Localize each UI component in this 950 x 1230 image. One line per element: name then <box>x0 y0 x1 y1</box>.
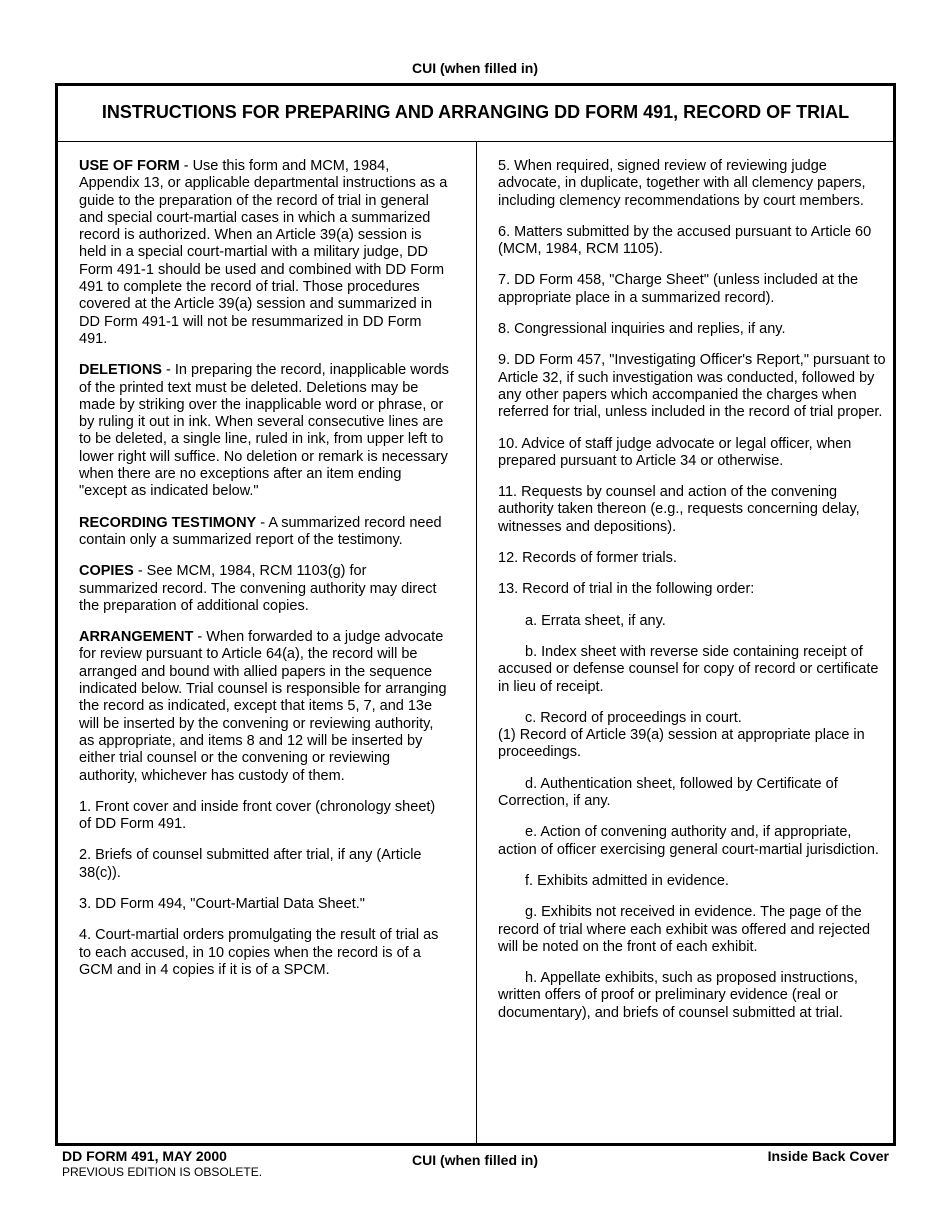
list-item: 9. DD Form 457, "Investigating Officer's Report," pursuant to Article 32, if such investigation was conducted, followed by any other papers which accompanied the charges when referred for trial, unless included in the record of trial proper. <box>498 352 886 421</box>
list-item: 11. Requests by counsel and action of the convening authority taken thereon (e.g., requests concerning delay, witnesses and depositions). <box>498 484 860 535</box>
list-item: 8. Congressional inquiries and replies, if any. <box>498 321 786 338</box>
deletions-text: - In preparing the record, inapplicable words of the printed text must be deleted. Deletions may be made by striking over the inapplicable word or phrase, or by ruling it out in ink. When several consecutive lines are to be deleted, a single line, ruled in ink, from upper left to lower right will suffice. No deletion or remark is necessary when there are no exceptions after an item ending "except as indicated below." <box>79 362 449 500</box>
recording-text: - A summarized record need contain only a summarized report of the testimony. <box>79 514 442 548</box>
list-item: 5. When required, signed review of reviewing judge advocate, in duplicate, together with all clemency papers, including clemency recommendations by court members. <box>498 158 866 209</box>
sub-item-a: a. Errata sheet, if any. <box>525 612 666 629</box>
sub-item-b: b. Index sheet with reverse side containing receipt of accused or defense counsel for copy of record or certificate in lieu of receipt. <box>498 643 879 695</box>
list-item: 12. Records of former trials. <box>498 550 677 567</box>
column-divider <box>476 141 477 1143</box>
sub-item-f: f. Exhibits admitted in evidence. <box>525 872 729 889</box>
list-item: 6. Matters submitted by the accused pursuant to Article 60 (MCM, 1984, RCM 1105). <box>498 223 872 258</box>
use-of-form-heading: USE OF FORM <box>79 158 180 174</box>
right-column <box>498 158 888 1036</box>
list-item: 7. DD Form 458, "Charge Sheet" (unless included at the appropriate place in a summarized record). <box>498 272 859 306</box>
form-title: INSTRUCTIONS FOR PREPARING AND ARRANGING DD FORM 491, RECORD OF TRIAL <box>101 102 850 122</box>
deletions-paragraph <box>79 362 449 500</box>
copies-text: - See MCM, 1984, RCM 1103(g) for summarized record. The convening authority may direct the preparation of additional copies. <box>79 563 437 614</box>
arrangement-paragraph <box>79 629 449 785</box>
list-item: 4. Court-martial orders promulgating the result of trial as to each accused, in 10 copies when the record is of a GCM and in 4 copies if it is of a SPCM. <box>79 927 439 978</box>
cui-header: CUI (when filled in) <box>412 60 538 76</box>
sub-item-c-text: c. Record of proceedings in court. <box>525 709 742 726</box>
form-id: DD FORM 491, MAY 2000 <box>62 1148 227 1164</box>
obsolete-notice: PREVIOUS EDITION IS OBSOLETE. <box>62 1165 263 1179</box>
title-row <box>58 86 893 142</box>
list-item: 13. Record of trial in the following order: <box>498 581 755 598</box>
sub-item-c1: (1) Record of Article 39(a) session at appropriate place in proceedings. <box>498 727 865 761</box>
use-of-form-text: - Use this form and MCM, 1984, Appendix 13, or applicable departmental instructions as a guide to the preparation of the record of trial in general and special court-martial cases in which a summarized record is authorized. When an Article 39(a) session is held in a special court-martial with a military judge, DD Form 491-1 should be used and combined with DD Form 491 to complete the record of trial. Those procedures covered at the Article 39(a) session and summarized in DD Form 491-1 will not be resummarized in DD Form 491. <box>79 158 448 347</box>
arrangement-heading: ARRANGEMENT <box>79 629 194 646</box>
cui-footer: CUI (when filled in) <box>412 1152 538 1168</box>
list-item: 3. DD Form 494, "Court-Martial Data Sheet." <box>79 895 365 912</box>
recording-paragraph <box>79 515 449 550</box>
copies-heading: COPIES <box>79 563 134 580</box>
list-item: 10. Advice of staff judge advocate or legal officer, when prepared pursuant to Article 34 or otherwise. <box>498 435 852 469</box>
use-of-form-paragraph <box>79 158 449 348</box>
page-label: Inside Back Cover <box>767 1148 889 1164</box>
list-item: 2. Briefs of counsel submitted after trial, if any (Article 38(c)). <box>79 847 422 881</box>
deletions-heading: DELETIONS <box>79 362 162 379</box>
sub-item-h: h. Appellate exhibits, such as proposed instructions, written offers of proof or preliminary evidence (real or documentary), and briefs of counsel submitted at trial. <box>498 970 858 1021</box>
form-frame <box>55 83 896 1146</box>
left-column <box>79 158 449 993</box>
sub-item-d: d. Authentication sheet, followed by Certificate of Correction, if any. <box>498 775 838 810</box>
recording-heading: RECORDING TESTIMONY <box>79 514 257 531</box>
list-item: 1. Front cover and inside front cover (chronology sheet) of DD Form 491. <box>79 798 436 833</box>
copies-paragraph <box>79 563 449 615</box>
arrangement-text: - When forwarded to a judge advocate for review pursuant to Article 64(a), the record will be arranged and bound with allied papers in the sequence indicated below. Trial counsel is responsible for arranging the record as indicated, except that items 5, 7, and 13e will be inserted by the convening or reviewing authority, as appropriate, and items 8 and 12 will be inserted by either trial counsel or the convening or reviewing authority, whichever has custody of them. <box>79 629 447 784</box>
sub-item-g: g. Exhibits not received in evidence. The page of the record of trial where each exhibit was offered and rejected will be noted on the front of each exhibit. <box>498 904 871 955</box>
sub-item-e: e. Action of convening authority and, if appropriate, action of officer exercising general court-martial jurisdiction. <box>498 824 879 858</box>
sub-item-c <box>498 710 888 762</box>
